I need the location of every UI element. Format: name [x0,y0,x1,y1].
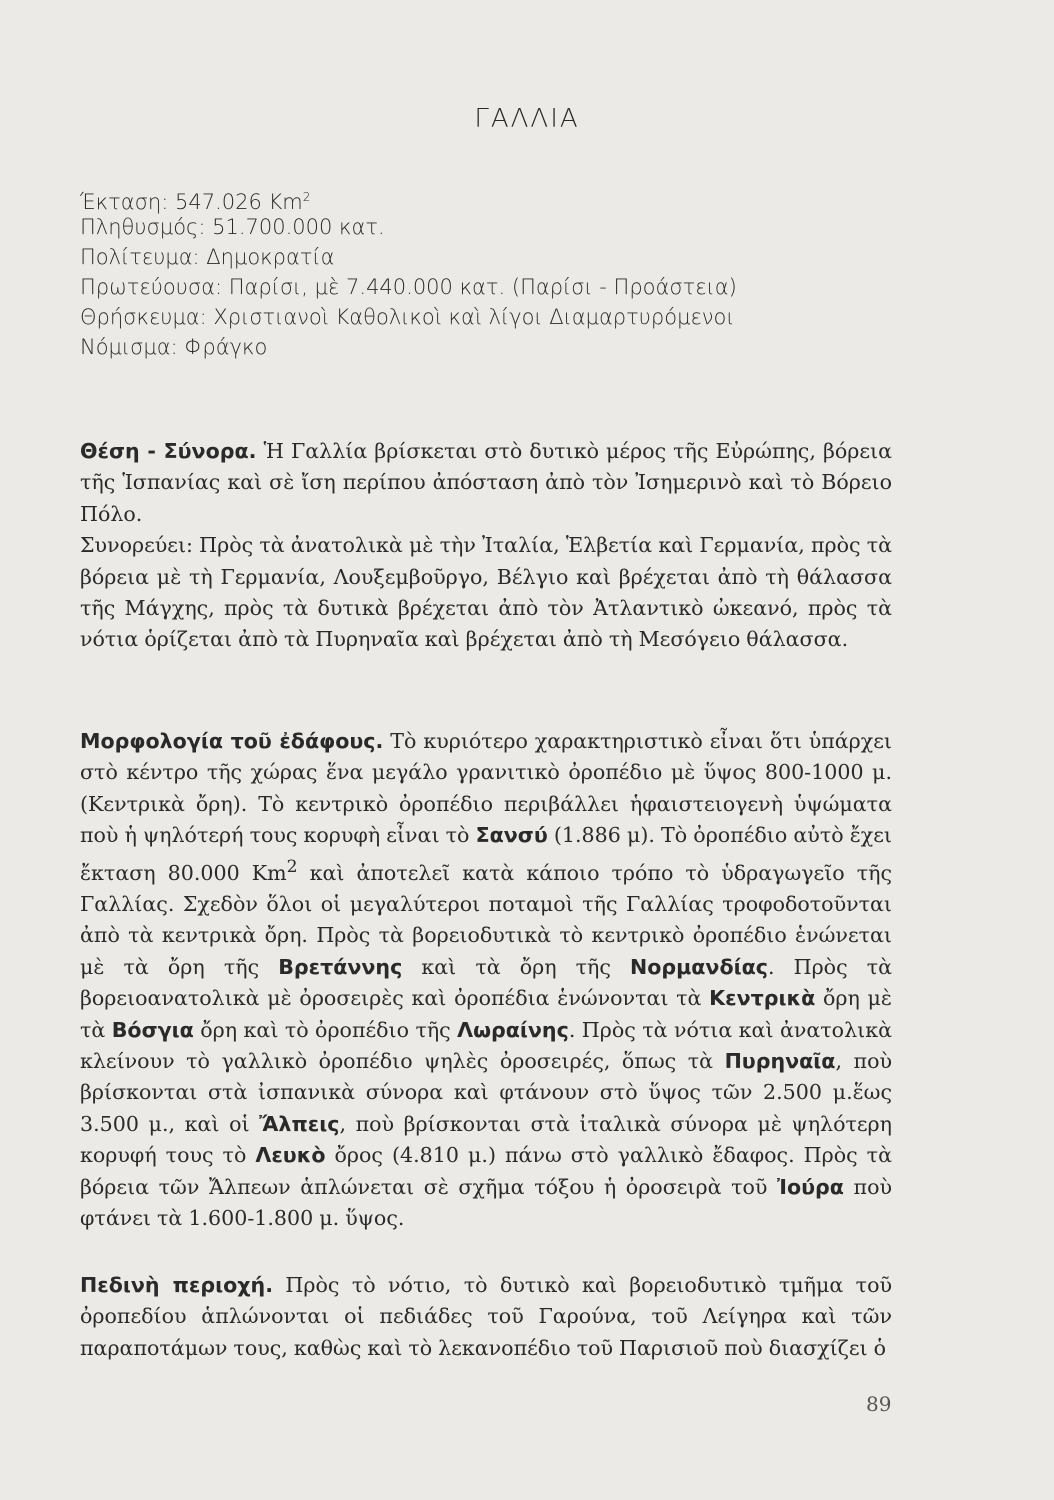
position-paragraph: Θέση - Σύνορα. Ἡ Γαλλία βρίσκεται στὸ δυτικὸ μέρος τῆς Εὐρώπης, βόρεια τῆς Ἱσπανίας καὶ σὲ ἴση περίπου ἀπόσταση ἀπὸ τὸν Ἰσημερινὸ καὶ τὸ Βόρειο Πόλο. [80,439,893,526]
plain-paragraph: Πεδινὴ περιοχή. Πρὸς τὸ νότιο, τὸ δυτικὸ καὶ βορειοδυτικὸ τμῆμα τοῦ ὀροπεδίου ἁπλώνονται οἱ πεδιάδες τοῦ Γαρούνα, τοῦ Λείγηρα καὶ τῶν παραποτάμων τους, καθὼς καὶ τὸ λεκανοπέδιο τοῦ Παρισιοῦ ποὺ διασχίζει ὁ [80,1273,892,1360]
section-morphology [80,726,892,1234]
borders-paragraph: Συνορεύει: Πρὸς τὰ ἀνατολικὰ μὲ τὴν Ἰταλία, Ἑλβετία καὶ Γερμανία, πρὸς τὰ βόρεια μὲ τὴ Γερμανία, Λουξεμβοῦργο, Βέλγιο καὶ βρέχεται ἀπὸ τὴ θάλασσα τῆς Μάγχης, πρὸς τὰ δυτικὰ βρέχεται ἀπὸ τὸν Ἀτλαντικὸ ὠκεανό, πρὸς τὰ νότια ὁρίζεται ἀπὸ τὰ Πυρηναῖα καὶ βρέχεται ἀπὸ τὴ Μεσόγειο θάλασσα. [80,533,892,652]
fact-government: Πολίτευμα: Δημοκρατία [80,245,335,269]
fact-capital: Πρωτεύουσα: Παρίσι, μὲ 7.440.000 κατ. (Παρίσι - Προάστεια) [80,275,737,299]
morphology-paragraph: Μορφολογία τοῦ ἐδάφους. Τὸ κυριότερο χαρακτηριστικὸ εἶναι ὅτι ὑπάρχει στὸ κέντρο τῆς χώρας ἕνα μεγάλο γρανιτικὸ ὀροπέδιο μὲ ὕψος 800-1000 μ. (Κεντρικὰ ὄρη). Τὸ κεντρικὸ ὀροπέδιο περιβάλλει ἡφαιστειογενὴ ὑψώματα ποὺ ἡ ψηλότερή τους κορυφὴ εἶναι τὸ Σανσύ (1.886 μ). Τὸ ὀροπέδιο αὐτὸ ἔχει ἔκταση 80.000 Km$^2$ καὶ ἀποτελεῖ κατὰ κάποιο τρόπο τὸ ὑδραγωγεῖο τῆς Γαλλίας. Σχεδὸν ὅλοι οἱ μεγαλύτεροι ποταμοὶ τῆς Γαλλίας τροφοδοτοῦνται ἀπὸ τὰ κεντρικὰ ὄρη. Πρὸς τὰ βορειοδυτικὰ τὸ κεντρικὸ ὀροπέδιο ἑνώνεται μὲ τὰ ὄρη τῆς Βρετάννης καὶ τὰ ὄρη τῆς Νορμανδίας. Πρὸς τὰ βορειοανατολικὰ μὲ ὀροσειρὲς καὶ ὀροπέδια ἑνώνονται τὰ Κεντρικὰ ὄρη μὲ τὰ Βόσγια ὄρη καὶ τὸ ὀροπέδιο τῆς Λωραίνης. Πρὸς τὰ νότια καὶ ἀνατολικὰ κλείνουν τὸ γαλλικὸ ὀροπέδιο ψηλὲς ὀροσειρές, ὅπως τὰ Πυρηναῖα, ποὺ βρίσκονται στὰ ἰσπανικὰ σύνορα καὶ φτάνουν στὸ ὕψος τῶν 2.500 μ.ἕως 3.500 μ., καὶ οἱ Ἄλπεις, ποὺ βρίσκονται στὰ ἰταλικὰ σύνορα μὲ ψηλότερη κορυφή τους τὸ Λευκὸ ὄρος (4.810 μ.) πάνω στὸ γαλλικὸ ἔδαφος. Πρὸς τὰ βόρεια τῶν Ἄλπεων ἁπλώνεται σὲ σχῆμα τόξου ἡ ὀροσειρὰ τοῦ Ἰούρα ποὺ φτάνει τὰ 1.600-1.800 μ. ὕψος. [80,729,893,1230]
page-title: ΓΑΛΛΙΑ [474,104,580,134]
fact-population: Πληθυσμός: 51.700.000 κατ. [80,215,385,239]
section-plain [80,1270,892,1364]
section-heading: Πεδινὴ περιοχή. [80,1273,274,1297]
section-heading: Θέση - Σύνορα. [80,439,257,463]
section-heading: Μορφολογία τοῦ ἐδάφους. [80,729,384,753]
fact-area: Έκταση: 547.026 Km$^2$ [80,190,311,214]
fact-currency: Νόμισμα: Φράγκο [80,335,268,359]
country-facts [80,182,940,362]
section-position [80,436,892,656]
page-number: 89 [866,1392,892,1416]
fact-religion: Θρήσκευμα: Χριστιανοὶ Καθολικοὶ καὶ λίγοι Διαμαρτυρόμενοι [80,305,735,329]
